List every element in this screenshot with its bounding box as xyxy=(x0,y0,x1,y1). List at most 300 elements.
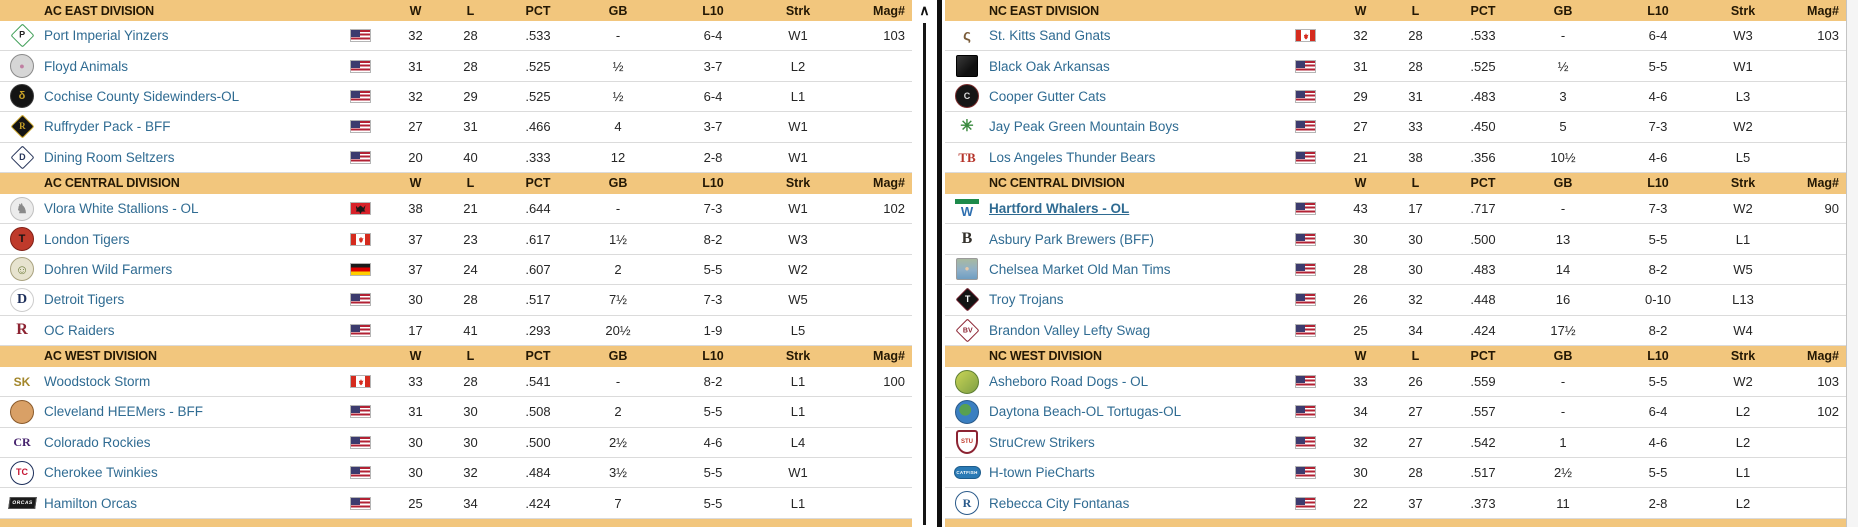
stat-streak: W4 xyxy=(1733,322,1753,338)
team-flag-cell xyxy=(350,466,388,479)
division-header xyxy=(945,0,1846,21)
division-title: NC CENTRAL DIVISION xyxy=(989,176,1125,191)
team-flag-cell xyxy=(350,293,388,306)
team-logo-cell xyxy=(0,84,44,108)
stat-losses: 40 xyxy=(463,149,478,165)
stat-pct: .607 xyxy=(525,261,551,277)
stat-last10: 4-6 xyxy=(703,434,723,450)
column-header-gb: GB xyxy=(608,176,628,191)
team-flag-cell xyxy=(1295,29,1333,42)
team-row[interactable] xyxy=(0,21,912,51)
team-row[interactable] xyxy=(945,255,1846,285)
stat-last10: 5-5 xyxy=(703,495,723,511)
team-name-link[interactable]: Vlora White Stallions - OL xyxy=(44,201,199,217)
stat-pct: .542 xyxy=(1470,434,1496,450)
team-name-link[interactable]: Hartford Whalers - OL xyxy=(989,201,1130,217)
stat-wins: 33 xyxy=(408,374,423,390)
column-header-pct: PCT xyxy=(1470,3,1496,18)
team-flag-cell xyxy=(350,436,388,449)
stat-pct: .333 xyxy=(525,149,551,165)
team-logo-cell xyxy=(945,55,989,77)
stat-streak: L1 xyxy=(790,88,806,104)
stat-wins: 30 xyxy=(408,465,423,481)
team-name-link[interactable]: Woodstock Storm xyxy=(44,374,151,390)
flag-usa-icon xyxy=(350,29,371,42)
team-name-link[interactable]: Colorado Rockies xyxy=(44,434,151,450)
stat-last10: 2-8 xyxy=(1648,495,1668,511)
stat-streak: W2 xyxy=(1733,119,1753,135)
cochise-sidewinders-logo-icon: δ xyxy=(10,84,34,108)
stat-last10: 2-8 xyxy=(703,149,723,165)
stat-last10: 5-5 xyxy=(1648,465,1668,481)
stat-losses: 31 xyxy=(463,119,478,135)
stat-last10: 7-3 xyxy=(703,292,723,308)
flag-usa-icon xyxy=(1295,151,1316,164)
stat-streak: W2 xyxy=(788,261,808,277)
stat-last10: 5-5 xyxy=(703,261,723,277)
team-flag-cell xyxy=(350,375,388,388)
stat-pct: .424 xyxy=(1470,322,1496,338)
team-flag-cell xyxy=(1295,466,1333,479)
stat-wins: 32 xyxy=(408,88,423,104)
flag-canada-icon xyxy=(350,233,371,246)
team-logo-cell xyxy=(0,461,44,485)
stat-games-behind: 11 xyxy=(1556,495,1570,511)
stat-last10: 4-6 xyxy=(1648,149,1668,165)
flag-usa-icon xyxy=(350,497,371,510)
asbury-park-brewers-logo-icon: B xyxy=(961,230,973,248)
column-header-l10: L10 xyxy=(1647,3,1669,18)
team-row[interactable] xyxy=(0,51,912,81)
column-header-magnum: Mag# xyxy=(1807,349,1839,364)
column-header-strk: Strk xyxy=(785,3,811,18)
stat-wins: 30 xyxy=(408,434,423,450)
stat-pct: .356 xyxy=(1470,149,1496,165)
stat-losses: 28 xyxy=(1408,58,1423,74)
stat-losses: 30 xyxy=(1408,231,1423,247)
stat-wins: 30 xyxy=(1353,231,1368,247)
stat-losses: 29 xyxy=(463,88,478,104)
stat-streak: L1 xyxy=(1735,231,1751,247)
column-header-l10: L10 xyxy=(702,3,724,18)
column-header-l: L xyxy=(1411,3,1420,18)
column-header-l: L xyxy=(466,349,475,364)
stat-last10: 7-3 xyxy=(1648,119,1668,135)
oc-raiders-logo-icon: R xyxy=(16,321,28,339)
stat-losses: 38 xyxy=(1408,149,1423,165)
division-title: NC WEST DIVISION xyxy=(989,349,1102,364)
team-flag-cell xyxy=(1295,202,1333,215)
column-header-pct: PCT xyxy=(525,176,551,191)
stat-magic-number: 90 xyxy=(1824,201,1839,217)
team-name-link[interactable]: StruCrew Strikers xyxy=(989,434,1095,450)
team-row[interactable] xyxy=(945,488,1846,518)
team-row[interactable] xyxy=(0,397,912,427)
flag-usa-icon xyxy=(1295,90,1316,103)
stat-wins: 20 xyxy=(408,149,423,165)
team-logo-cell xyxy=(0,430,44,454)
stat-pct: .517 xyxy=(1470,465,1496,481)
stat-streak: L4 xyxy=(790,434,806,450)
vlora-white-stallions-logo-icon: ♞ xyxy=(10,197,34,221)
stat-games-behind: 5 xyxy=(1559,119,1567,135)
stat-wins: 37 xyxy=(408,261,423,277)
stat-losses: 28 xyxy=(463,28,478,44)
stat-last10: 1-9 xyxy=(703,322,723,338)
stat-losses: 17 xyxy=(1408,201,1423,217)
stat-losses: 31 xyxy=(1408,88,1423,104)
detroit-tigers-logo-icon: D xyxy=(10,288,34,312)
stat-losses: 28 xyxy=(463,292,478,308)
stat-games-behind: - xyxy=(615,374,621,390)
team-logo-cell xyxy=(945,322,989,339)
column-header-l: L xyxy=(466,176,475,191)
team-logo-cell xyxy=(0,370,44,394)
team-flag-cell xyxy=(350,497,388,510)
team-logo-cell xyxy=(0,197,44,221)
black-oak-arkansas-logo-icon xyxy=(956,55,978,77)
st-kitts-sand-gnats-logo-icon: ς xyxy=(963,27,971,45)
stat-streak: L1 xyxy=(790,404,806,420)
column-header-l: L xyxy=(1411,349,1420,364)
column-header-magnum: Mag# xyxy=(1807,3,1839,18)
stat-games-behind: - xyxy=(1560,404,1566,420)
stat-games-behind: - xyxy=(1560,374,1566,390)
team-row[interactable] xyxy=(0,458,912,488)
dining-room-seltzers-logo-icon: D xyxy=(10,145,34,169)
stat-last10: 6-4 xyxy=(703,88,723,104)
team-flag-cell xyxy=(1295,90,1333,103)
team-flag-cell xyxy=(1295,436,1333,449)
column-header-pct: PCT xyxy=(1470,349,1496,364)
division-header xyxy=(945,346,1846,367)
team-row[interactable] xyxy=(945,21,1846,51)
team-row[interactable] xyxy=(0,194,912,224)
stat-last10: 7-3 xyxy=(703,201,723,217)
stat-pct: .450 xyxy=(1470,119,1496,135)
troy-trojans-logo-icon: T xyxy=(955,288,979,312)
hartford-whalers-logo-icon: W xyxy=(955,199,979,219)
team-logo-cell xyxy=(945,115,989,139)
stat-last10: 5-5 xyxy=(703,465,723,481)
floyd-animals-logo-icon: ● xyxy=(10,54,34,78)
flag-usa-icon xyxy=(1295,324,1316,337)
team-row[interactable] xyxy=(0,316,912,346)
team-row[interactable] xyxy=(0,367,912,397)
team-name-link[interactable]: Asheboro Road Dogs - OL xyxy=(989,374,1149,390)
team-name-link[interactable]: Los Angeles Thunder Bears xyxy=(989,149,1156,165)
stat-streak: L1 xyxy=(790,374,806,390)
team-row[interactable] xyxy=(945,194,1846,224)
flag-canada-icon xyxy=(1295,29,1316,42)
team-name-link[interactable]: Floyd Animals xyxy=(44,58,129,74)
team-flag-cell xyxy=(350,60,388,73)
team-name-link[interactable]: Cherokee Twinkies xyxy=(44,465,158,481)
stat-last10: 6-4 xyxy=(1648,404,1668,420)
stat-losses: 32 xyxy=(1408,292,1423,308)
stat-last10: 7-3 xyxy=(1648,201,1668,217)
team-flag-cell xyxy=(1295,293,1333,306)
stat-wins: 22 xyxy=(1353,495,1368,511)
stat-streak: W1 xyxy=(788,201,808,217)
stat-games-behind: - xyxy=(1560,201,1566,217)
stat-games-behind: 7½ xyxy=(608,292,628,308)
woodstock-storm-logo-icon: SK xyxy=(13,374,31,389)
stat-streak: W1 xyxy=(788,119,808,135)
stat-wins: 30 xyxy=(408,292,423,308)
column-header-gb: GB xyxy=(608,3,628,18)
team-name-link[interactable]: Rebecca City Fontanas xyxy=(989,495,1130,511)
team-row[interactable] xyxy=(945,458,1846,488)
stat-wins: 32 xyxy=(1353,28,1368,44)
la-thunder-bears-logo-icon: TB xyxy=(958,149,976,165)
flag-usa-icon xyxy=(1295,120,1316,133)
team-row[interactable] xyxy=(945,367,1846,397)
stat-last10: 0-10 xyxy=(1644,292,1672,308)
division-header xyxy=(0,346,912,367)
team-name-link[interactable]: Brandon Valley Lefty Swag xyxy=(989,322,1151,338)
flag-usa-icon xyxy=(1295,263,1316,276)
stat-magic-number: 102 xyxy=(883,201,905,217)
stat-games-behind: - xyxy=(615,201,621,217)
stat-last10: 8-2 xyxy=(703,231,723,247)
team-row[interactable] xyxy=(945,316,1846,346)
column-header-pct: PCT xyxy=(1470,176,1496,191)
team-logo-cell xyxy=(945,491,989,515)
team-row[interactable] xyxy=(0,428,912,458)
stat-last10: 3-7 xyxy=(703,58,723,74)
stat-streak: L3 xyxy=(1735,88,1751,104)
team-row[interactable] xyxy=(945,224,1846,254)
team-row[interactable] xyxy=(945,51,1846,81)
flag-usa-icon xyxy=(350,120,371,133)
stat-last10: 4-6 xyxy=(1648,88,1668,104)
team-row[interactable] xyxy=(945,285,1846,315)
stat-pct: .508 xyxy=(525,404,551,420)
stat-games-behind: 2 xyxy=(614,261,622,277)
stat-games-behind: 17½ xyxy=(1550,322,1576,338)
team-logo-cell xyxy=(0,27,44,44)
team-row[interactable] xyxy=(945,143,1846,173)
column-header-pct: PCT xyxy=(525,3,551,18)
team-name-link[interactable]: London Tigers xyxy=(44,231,130,247)
stat-pct: .373 xyxy=(1470,495,1496,511)
team-name-link[interactable]: Ruffryder Pack - BFF xyxy=(44,119,171,135)
cooper-gutter-cats-logo-icon: C xyxy=(955,84,979,108)
team-name-link[interactable]: Dining Room Seltzers xyxy=(44,149,175,165)
stat-last10: 8-2 xyxy=(1648,261,1668,277)
team-name-link[interactable]: Dohren Wild Farmers xyxy=(44,261,173,277)
column-header-w: W xyxy=(1354,176,1367,191)
team-name-link[interactable]: Daytona Beach-OL Tortugas-OL xyxy=(989,404,1182,420)
team-name-link[interactable]: Cooper Gutter Cats xyxy=(989,88,1107,104)
stat-streak: L5 xyxy=(790,322,806,338)
team-name-link[interactable]: Chelsea Market Old Man Tims xyxy=(989,261,1171,277)
team-name-link[interactable]: St. Kitts Sand Gnats xyxy=(989,28,1111,44)
stat-streak: W3 xyxy=(788,231,808,247)
team-logo-cell xyxy=(0,118,44,135)
stat-wins: 38 xyxy=(408,201,423,217)
stat-streak: W1 xyxy=(788,149,808,165)
team-name-link[interactable]: OC Raiders xyxy=(44,322,115,338)
stat-streak: L1 xyxy=(1735,465,1751,481)
stat-last10: 8-2 xyxy=(703,374,723,390)
htown-piecharts-catfish-logo-icon: CATFISH xyxy=(954,466,981,479)
column-header-strk: Strk xyxy=(785,176,811,191)
team-name-link[interactable]: Troy Trojans xyxy=(989,292,1064,308)
column-header-pct: PCT xyxy=(525,349,551,364)
column-header-gb: GB xyxy=(1553,3,1573,18)
team-name-link[interactable]: Jay Peak Green Mountain Boys xyxy=(989,119,1179,135)
stat-games-behind: 10½ xyxy=(1550,149,1576,165)
stat-losses: 34 xyxy=(1408,322,1423,338)
team-row[interactable] xyxy=(0,285,912,315)
team-row[interactable] xyxy=(0,255,912,285)
team-name-link[interactable]: Detroit Tigers xyxy=(44,292,125,308)
team-name-link[interactable]: Cleveland HEEMers - BFF xyxy=(44,404,204,420)
stat-pct: .617 xyxy=(525,231,551,247)
flag-usa-icon xyxy=(1295,293,1316,306)
stat-losses: 33 xyxy=(1408,119,1423,135)
scroll-up-arrow-icon[interactable]: ∧ xyxy=(919,2,930,18)
stat-streak: W5 xyxy=(1733,261,1753,277)
team-row[interactable] xyxy=(945,112,1846,142)
flag-usa-icon xyxy=(350,405,371,418)
stat-streak: L2 xyxy=(1735,404,1751,420)
stat-pct: .533 xyxy=(525,28,551,44)
stat-losses: 30 xyxy=(463,434,478,450)
team-name-link[interactable]: Asbury Park Brewers (BFF) xyxy=(989,231,1155,247)
stat-streak: L2 xyxy=(1735,495,1751,511)
team-name-link[interactable]: H-town PieCharts xyxy=(989,465,1095,481)
column-header-w: W xyxy=(409,3,422,18)
stat-pct: .424 xyxy=(525,495,551,511)
stat-losses: 30 xyxy=(1408,261,1423,277)
flag-usa-icon xyxy=(1295,436,1316,449)
stat-games-behind: 1 xyxy=(1559,434,1567,450)
stat-games-behind: 2½ xyxy=(608,434,628,450)
column-header-l10: L10 xyxy=(1647,349,1669,364)
cleveland-heemers-fist-logo-icon xyxy=(10,400,34,424)
team-logo-cell xyxy=(945,466,989,479)
team-logo-cell xyxy=(0,257,44,281)
stat-pct: .483 xyxy=(1470,88,1496,104)
stat-pct: .466 xyxy=(525,119,551,135)
team-row[interactable] xyxy=(945,428,1846,458)
stat-wins: 21 xyxy=(1353,149,1368,165)
stat-pct: .483 xyxy=(1470,261,1496,277)
team-row[interactable] xyxy=(0,224,912,254)
column-header-l10: L10 xyxy=(1647,176,1669,191)
stat-pct: .644 xyxy=(525,201,551,217)
panel-divider xyxy=(937,0,942,527)
scrollbar-thumb[interactable] xyxy=(923,23,926,525)
stat-streak: L2 xyxy=(1735,434,1751,450)
right-edge-strip xyxy=(1846,0,1858,527)
team-flag-cell xyxy=(350,263,388,276)
stat-streak: W5 xyxy=(788,292,808,308)
flag-usa-icon xyxy=(350,466,371,479)
stat-wins: 30 xyxy=(1353,465,1368,481)
stat-pct: .525 xyxy=(1470,58,1496,74)
flag-usa-icon xyxy=(1295,202,1316,215)
team-name-link[interactable]: Port Imperial Yinzers xyxy=(44,28,169,44)
division-header xyxy=(945,173,1846,194)
stat-pct: .533 xyxy=(1470,28,1496,44)
team-row[interactable] xyxy=(0,488,912,518)
scrollbar[interactable] xyxy=(912,0,937,527)
stat-pct: .484 xyxy=(525,465,551,481)
column-header-w: W xyxy=(1354,349,1367,364)
stat-games-behind: 14 xyxy=(1555,261,1571,277)
team-row[interactable] xyxy=(0,112,912,142)
next-division-header-partial xyxy=(945,519,1846,527)
team-logo-cell xyxy=(945,430,989,454)
stat-games-behind: 16 xyxy=(1555,292,1571,308)
team-row[interactable] xyxy=(945,82,1846,112)
stat-wins: 27 xyxy=(1353,119,1368,135)
flag-germany-icon xyxy=(350,263,371,276)
stat-wins: 26 xyxy=(1353,292,1368,308)
team-logo-cell xyxy=(945,199,989,219)
hamilton-orcas-banner-logo-icon: ORCAS xyxy=(8,497,37,509)
stat-losses: 28 xyxy=(1408,465,1423,481)
stat-wins: 25 xyxy=(408,495,423,511)
stat-last10: 6-4 xyxy=(1648,28,1668,44)
team-logo-cell xyxy=(0,149,44,166)
team-flag-cell xyxy=(1295,151,1333,164)
strucrew-strikers-shield-logo-icon: STU xyxy=(956,430,978,454)
team-row[interactable] xyxy=(0,143,912,173)
team-name-link[interactable]: Hamilton Orcas xyxy=(44,495,138,511)
stat-games-behind: 2 xyxy=(614,404,622,420)
team-row[interactable] xyxy=(945,397,1846,427)
division-title: AC WEST DIVISION xyxy=(44,349,157,364)
stat-streak: W3 xyxy=(1733,28,1753,44)
team-flag-cell xyxy=(1295,233,1333,246)
stat-games-behind: - xyxy=(1560,28,1566,44)
stat-streak: W2 xyxy=(1733,374,1753,390)
stat-last10: 5-5 xyxy=(1648,58,1668,74)
stat-losses: 27 xyxy=(1408,404,1423,420)
team-logo-cell xyxy=(0,288,44,312)
team-logo-cell xyxy=(945,24,989,48)
standings-panel-ac xyxy=(0,0,912,527)
stat-games-behind: 7 xyxy=(614,495,622,511)
jay-peak-snowflake-logo-icon: ✳ xyxy=(960,117,974,135)
rebecca-city-fontanas-logo-icon: R xyxy=(955,491,979,515)
stat-last10: 6-4 xyxy=(703,28,723,44)
stat-last10: 3-7 xyxy=(703,119,723,135)
team-row[interactable] xyxy=(0,82,912,112)
stat-losses: 28 xyxy=(463,374,478,390)
daytona-tortugas-globe-logo-icon xyxy=(955,400,979,424)
team-name-link[interactable]: Black Oak Arkansas xyxy=(989,58,1110,74)
stat-losses: 23 xyxy=(463,231,478,247)
stat-last10: 4-6 xyxy=(1648,434,1668,450)
team-name-link[interactable]: Cochise County Sidewinders-OL xyxy=(44,88,240,104)
stat-games-behind: 3 xyxy=(1559,88,1567,104)
column-header-l: L xyxy=(1411,176,1420,191)
division-header xyxy=(0,0,912,21)
stat-losses: 26 xyxy=(1408,374,1423,390)
division-title: NC EAST DIVISION xyxy=(989,3,1100,18)
stat-last10: 5-5 xyxy=(1648,374,1668,390)
division-title: AC CENTRAL DIVISION xyxy=(44,176,180,191)
stat-games-behind: 13 xyxy=(1555,231,1571,247)
stat-losses: 27 xyxy=(1408,434,1423,450)
team-flag-cell xyxy=(350,202,388,215)
